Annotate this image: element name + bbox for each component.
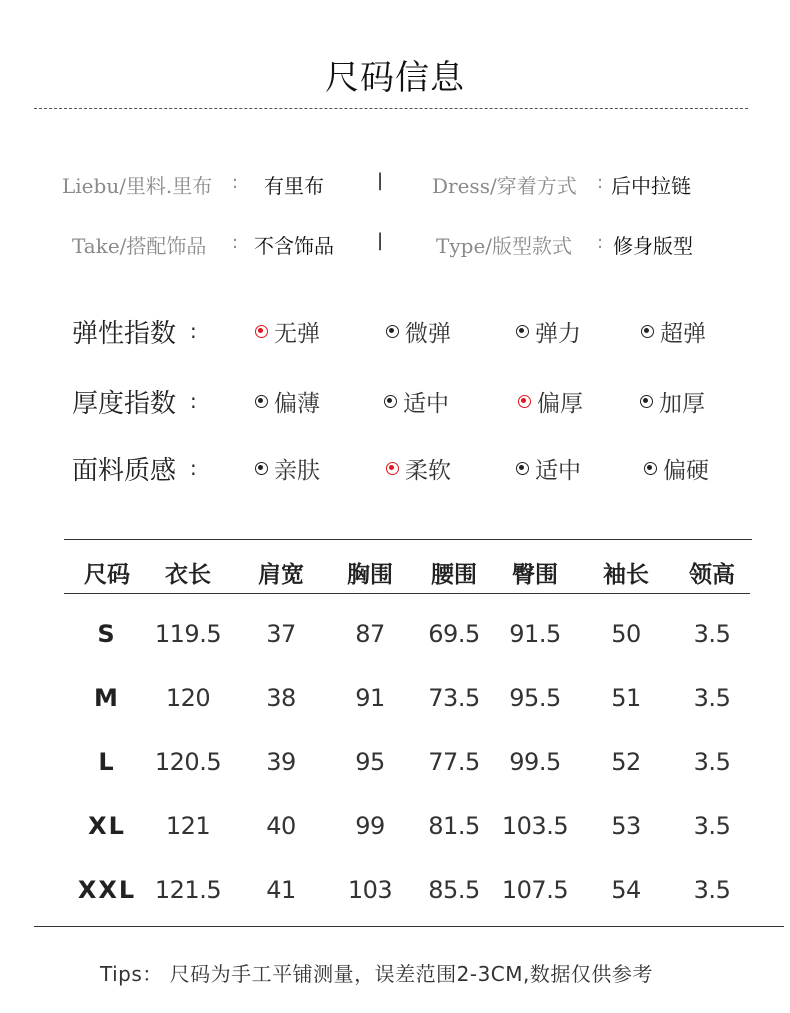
table-cell: 85.5 bbox=[428, 876, 480, 904]
table-cell: 107.5 bbox=[501, 876, 569, 904]
tips-text: Tips： 尺码为手工平铺测量，误差范围2-3CM,数据仅供参考 bbox=[100, 962, 653, 986]
table-cell: 37 bbox=[266, 620, 296, 648]
take-label: Take/搭配饰品 bbox=[72, 234, 207, 258]
elasticity-option[interactable]: 微弹 bbox=[386, 315, 451, 348]
lining-label: Liebu/里料.里布 bbox=[62, 174, 213, 198]
table-cell: 95 bbox=[355, 748, 385, 776]
elasticity-index-row bbox=[0, 313, 790, 349]
radio-icon bbox=[644, 462, 657, 475]
attribute-row-1 bbox=[0, 170, 790, 200]
texture-colon: : bbox=[190, 456, 197, 480]
thickness-option[interactable]: 加厚 bbox=[640, 385, 705, 418]
dress-value: 后中拉链 bbox=[611, 174, 691, 198]
radio-icon bbox=[386, 325, 399, 338]
texture-label: 面料质感 bbox=[72, 456, 177, 486]
table-header-cell: 领高 bbox=[689, 561, 735, 588]
table-header-cell: 臀围 bbox=[512, 561, 558, 588]
take-colon: : bbox=[232, 232, 239, 253]
table-cell: 91 bbox=[355, 684, 385, 712]
texture-option[interactable]: 偏硬 bbox=[644, 452, 709, 485]
table-cell: 3.5 bbox=[693, 684, 731, 712]
type-colon: : bbox=[597, 232, 604, 253]
dashed-divider bbox=[34, 108, 748, 109]
table-cell: 95.5 bbox=[509, 684, 561, 712]
table-cell: 50 bbox=[611, 620, 641, 648]
table-cell: 3.5 bbox=[693, 748, 731, 776]
table-header-cell: 尺码 bbox=[84, 561, 130, 588]
table-cell: 3.5 bbox=[693, 812, 731, 840]
elasticity-label: 弹性指数 bbox=[72, 319, 177, 349]
table-cell: 40 bbox=[266, 812, 296, 840]
table-cell: 38 bbox=[266, 684, 296, 712]
thickness-option[interactable]: 适中 bbox=[384, 385, 449, 418]
table-cell: 77.5 bbox=[428, 748, 480, 776]
table-cell: 87 bbox=[355, 620, 385, 648]
radio-icon bbox=[255, 462, 268, 475]
thickness-label: 厚度指数 bbox=[72, 389, 177, 419]
lining-value: 有里布 bbox=[264, 174, 324, 198]
table-cell: 54 bbox=[611, 876, 641, 904]
table-cell: 53 bbox=[611, 812, 641, 840]
page-title: 尺码信息 bbox=[325, 58, 465, 98]
thickness-option[interactable]: 偏薄 bbox=[255, 385, 320, 418]
table-header-cell: 肩宽 bbox=[258, 561, 304, 588]
radio-icon bbox=[386, 462, 399, 475]
table-header-cell: 衣长 bbox=[165, 561, 211, 588]
elasticity-colon: : bbox=[190, 319, 197, 343]
attribute-separator: | bbox=[377, 170, 384, 191]
table-cell: 120 bbox=[165, 684, 211, 712]
table-cell: 3.5 bbox=[693, 620, 731, 648]
lining-colon: : bbox=[232, 172, 239, 193]
texture-index-row bbox=[0, 450, 790, 486]
table-cell: 51 bbox=[611, 684, 641, 712]
table-top-border bbox=[64, 539, 752, 540]
table-cell: 99 bbox=[355, 812, 385, 840]
table-cell: 103 bbox=[347, 876, 393, 904]
table-header-border bbox=[64, 593, 750, 594]
radio-icon bbox=[384, 395, 397, 408]
attribute-separator: | bbox=[377, 230, 384, 251]
table-cell: 103.5 bbox=[501, 812, 569, 840]
elasticity-option[interactable]: 超弹 bbox=[641, 315, 706, 348]
texture-option[interactable]: 亲肤 bbox=[255, 452, 320, 485]
table-cell: 3.5 bbox=[693, 876, 731, 904]
radio-icon bbox=[640, 395, 653, 408]
size-label-cell: XL bbox=[88, 812, 126, 840]
table-cell: 39 bbox=[266, 748, 296, 776]
size-label-cell: M bbox=[94, 684, 120, 712]
size-label-cell: S bbox=[97, 620, 117, 648]
table-cell: 119.5 bbox=[154, 620, 222, 648]
texture-option[interactable]: 适中 bbox=[516, 452, 581, 485]
table-cell: 99.5 bbox=[509, 748, 561, 776]
type-value: 修身版型 bbox=[613, 234, 693, 258]
radio-icon bbox=[516, 462, 529, 475]
table-cell: 81.5 bbox=[428, 812, 480, 840]
radio-icon bbox=[255, 395, 268, 408]
table-cell: 73.5 bbox=[428, 684, 480, 712]
table-cell: 91.5 bbox=[509, 620, 561, 648]
size-label-cell: L bbox=[98, 748, 116, 776]
thickness-option[interactable]: 偏厚 bbox=[518, 385, 583, 418]
dress-colon: : bbox=[597, 172, 604, 193]
table-bottom-border bbox=[34, 926, 784, 927]
table-cell: 69.5 bbox=[428, 620, 480, 648]
elasticity-option[interactable]: 弹力 bbox=[516, 315, 581, 348]
table-header-cell: 腰围 bbox=[431, 561, 477, 588]
table-cell: 120.5 bbox=[154, 748, 222, 776]
take-value: 不含饰品 bbox=[254, 234, 334, 258]
elasticity-option[interactable]: 无弹 bbox=[255, 315, 320, 348]
table-cell: 121.5 bbox=[154, 876, 222, 904]
texture-option[interactable]: 柔软 bbox=[386, 452, 451, 485]
thickness-index-row bbox=[0, 383, 790, 419]
table-header-cell: 胸围 bbox=[347, 561, 393, 588]
size-label-cell: XXL bbox=[77, 876, 137, 904]
thickness-colon: : bbox=[190, 389, 197, 413]
dress-label: Dress/穿着方式 bbox=[432, 174, 577, 198]
radio-icon bbox=[518, 395, 531, 408]
radio-icon bbox=[255, 325, 268, 338]
table-cell: 41 bbox=[266, 876, 296, 904]
type-label: Type/版型款式 bbox=[436, 234, 573, 258]
table-cell: 52 bbox=[611, 748, 641, 776]
radio-icon bbox=[641, 325, 654, 338]
table-header-cell: 袖长 bbox=[603, 561, 649, 588]
attribute-row-2 bbox=[0, 230, 790, 260]
table-cell: 121 bbox=[165, 812, 211, 840]
radio-icon bbox=[516, 325, 529, 338]
